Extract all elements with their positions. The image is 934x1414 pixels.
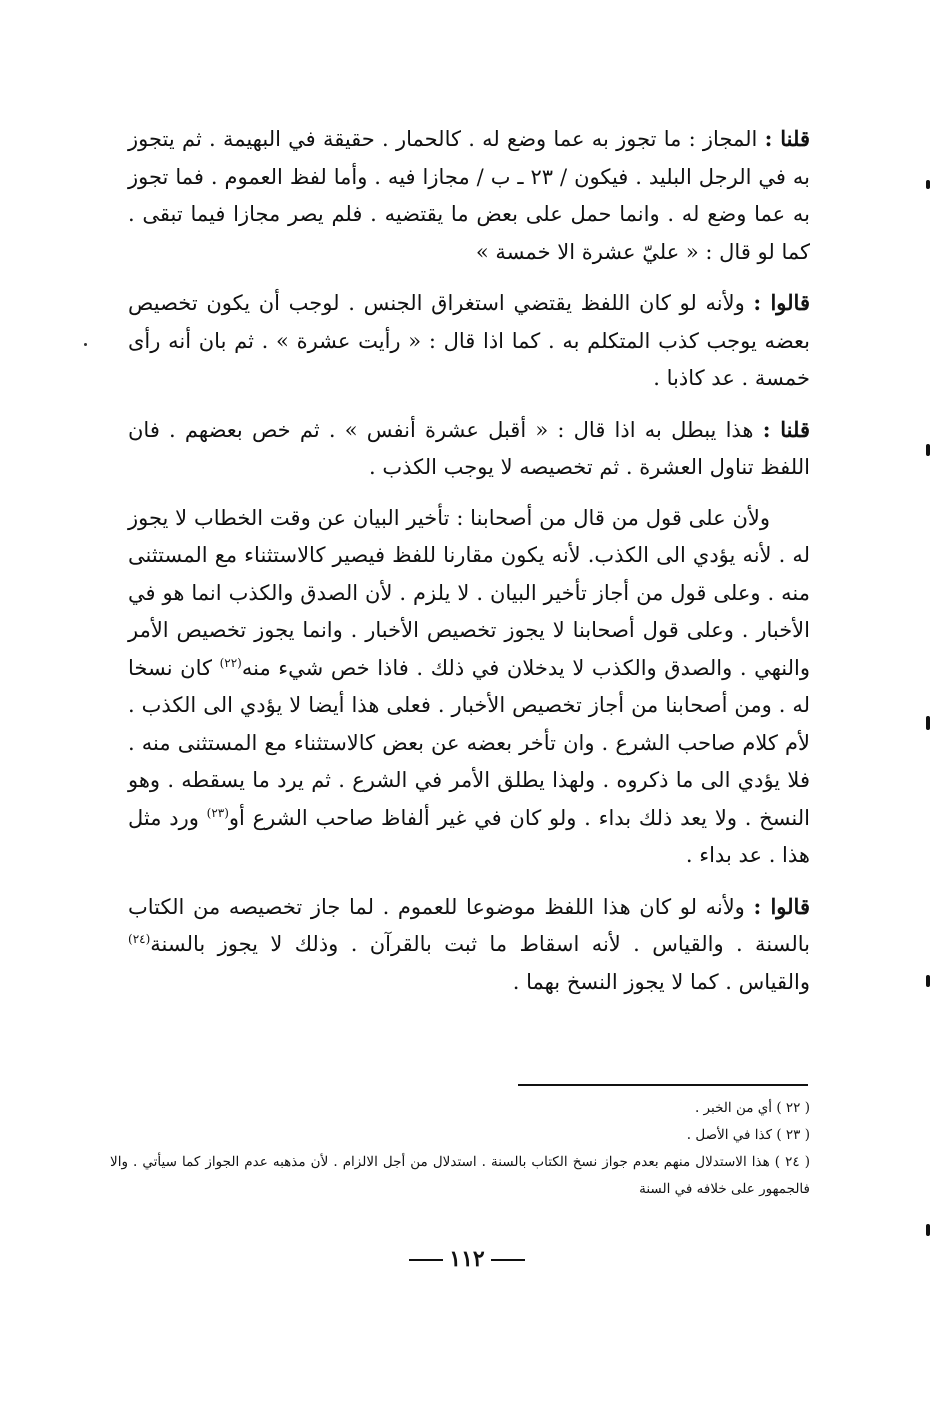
paragraph-text: هذا يبطل به اذا قال : « أقبل عشرة أنفس » . ثم خص بعضهم . فان اللفظ تناول العشرة . ثم تخصيصه لا يوجب الكذب .	[128, 417, 810, 479]
footnotes	[110, 1095, 810, 1203]
paragraph-2	[128, 284, 810, 398]
binding-hole-mark	[926, 1224, 930, 1236]
paragraph-lead: قالوا :	[753, 893, 810, 919]
binding-hole-mark	[926, 975, 930, 987]
binding-hole-mark	[926, 180, 930, 189]
paragraph-lead: قلنا :	[764, 126, 810, 151]
paragraph-text: ولأنه لو كان اللفظ يقتضي استغراق الجنس . لوجب أن يكون تخصيص بعضه يوجب كذب المتكلم به . كما اذا قال : « رأيت عشرة » . ثم بان أنه رأى خمسة . عد كاذبا .	[128, 291, 810, 390]
paragraph-text: ولأن على قول من قال من أصحابنا : تأخير البيان عن وقت الخطاب لا يجوز له . لأنه يؤدي الى الكذب. لأنه يكون مقارنا للفظ فيصير كالاستثناء مع المستثنى منه . وعلى قول من أجاز تأخير البيان . لا يلزم . لأن الصدق والكذب انما هو في الأخبار . وعلى قول أصحابنا لا يجوز تخصيص الأخبار . وانما يجوز تخصيص الأمر والنهي . والصدق والكذب لا يدخلان في ذلك . فاذا خص شيء منه	[128, 505, 810, 680]
paragraph-lead: قالوا :	[753, 290, 810, 315]
paragraph-5	[128, 888, 810, 1002]
paragraph-lead: قلنا :	[762, 416, 811, 442]
page-number	[0, 1246, 934, 1272]
paragraph-text: والقياس . كما لا يجوز النسخ بهما .	[512, 969, 810, 994]
paragraph-text: ولأنه لو كان هذا اللفظ موضوعا للعموم . لما جاز تخصيصه من الكتاب بالسنة . والقياس . لأنه اسقاط ما ثبت بالقرآن . وذلك لا يجوز بالسنة	[128, 894, 810, 956]
footnote-ref-23[interactable]: (٢٣)	[206, 805, 229, 820]
footnote-24: ( ٢٤ ) هذا الاستدلال منهم بعدم جواز نسخ الكتاب بالسنة . استدلال من أجل الالزام . لأن مذهبه عدم الجواز كما سيأتي . والا فالجمهور على خلافه في السنة	[110, 1154, 811, 1197]
paragraph-text: المجاز : ما تجوز به عما وضع له . كالحمار . حقيقة في البهيمة . ثم يتجوز به في الرجل البليد . فيكون / ٢٣ ـ ب / مجازا فيه . وأما لفظ العموم . فما تجوز به عما وضع له . وانما حمل على بعض ما يقتضيه . فلم يصر مجازا فيما تبقى . كما لو قال : « عليّ عشرة الا خمسة »	[128, 127, 811, 264]
paragraph-1	[128, 120, 810, 271]
binding-hole-mark	[926, 444, 930, 456]
paragraph-text: ورد مثل هذا . عد بداء .	[128, 805, 810, 867]
dash-decoration	[491, 1259, 525, 1261]
paragraph-3	[128, 411, 810, 487]
paragraph-4	[128, 500, 810, 875]
footnote-22: ( ٢٢ ) أي من الخبر .	[694, 1100, 810, 1116]
paragraph-text: كان نسخا له . ومن أصحابنا من أجاز تخصيص الأخبار . فعلى هذا أيضا لا يؤدي الى الكذب . لأم كلام صاحب الشرع . وان تأخر بعضه عن بعض كالاستثناء مع المستثنى منه . فلا يؤدي الى ما ذكروه . ولهذا يطلق الأمر في الشرع . ثم يرد ما يسقطه . وهو النسخ . ولا يعد ذلك بداء . ولو كان في غير ألفاظ صاحب الشرع أو	[128, 655, 810, 830]
page-number-text: ١١٢	[449, 1246, 485, 1272]
scan-speck	[84, 343, 87, 346]
footnote-23: ( ٢٣ ) كذا في الأصل .	[686, 1127, 810, 1143]
footnote-ref-22[interactable]: (٢٢)	[219, 655, 242, 670]
footnote-ref-24[interactable]: (٢٤)	[128, 932, 151, 946]
main-text	[128, 120, 810, 1014]
binding-hole-mark	[926, 716, 930, 730]
dash-decoration	[409, 1259, 443, 1261]
footnote-separator	[518, 1084, 808, 1086]
